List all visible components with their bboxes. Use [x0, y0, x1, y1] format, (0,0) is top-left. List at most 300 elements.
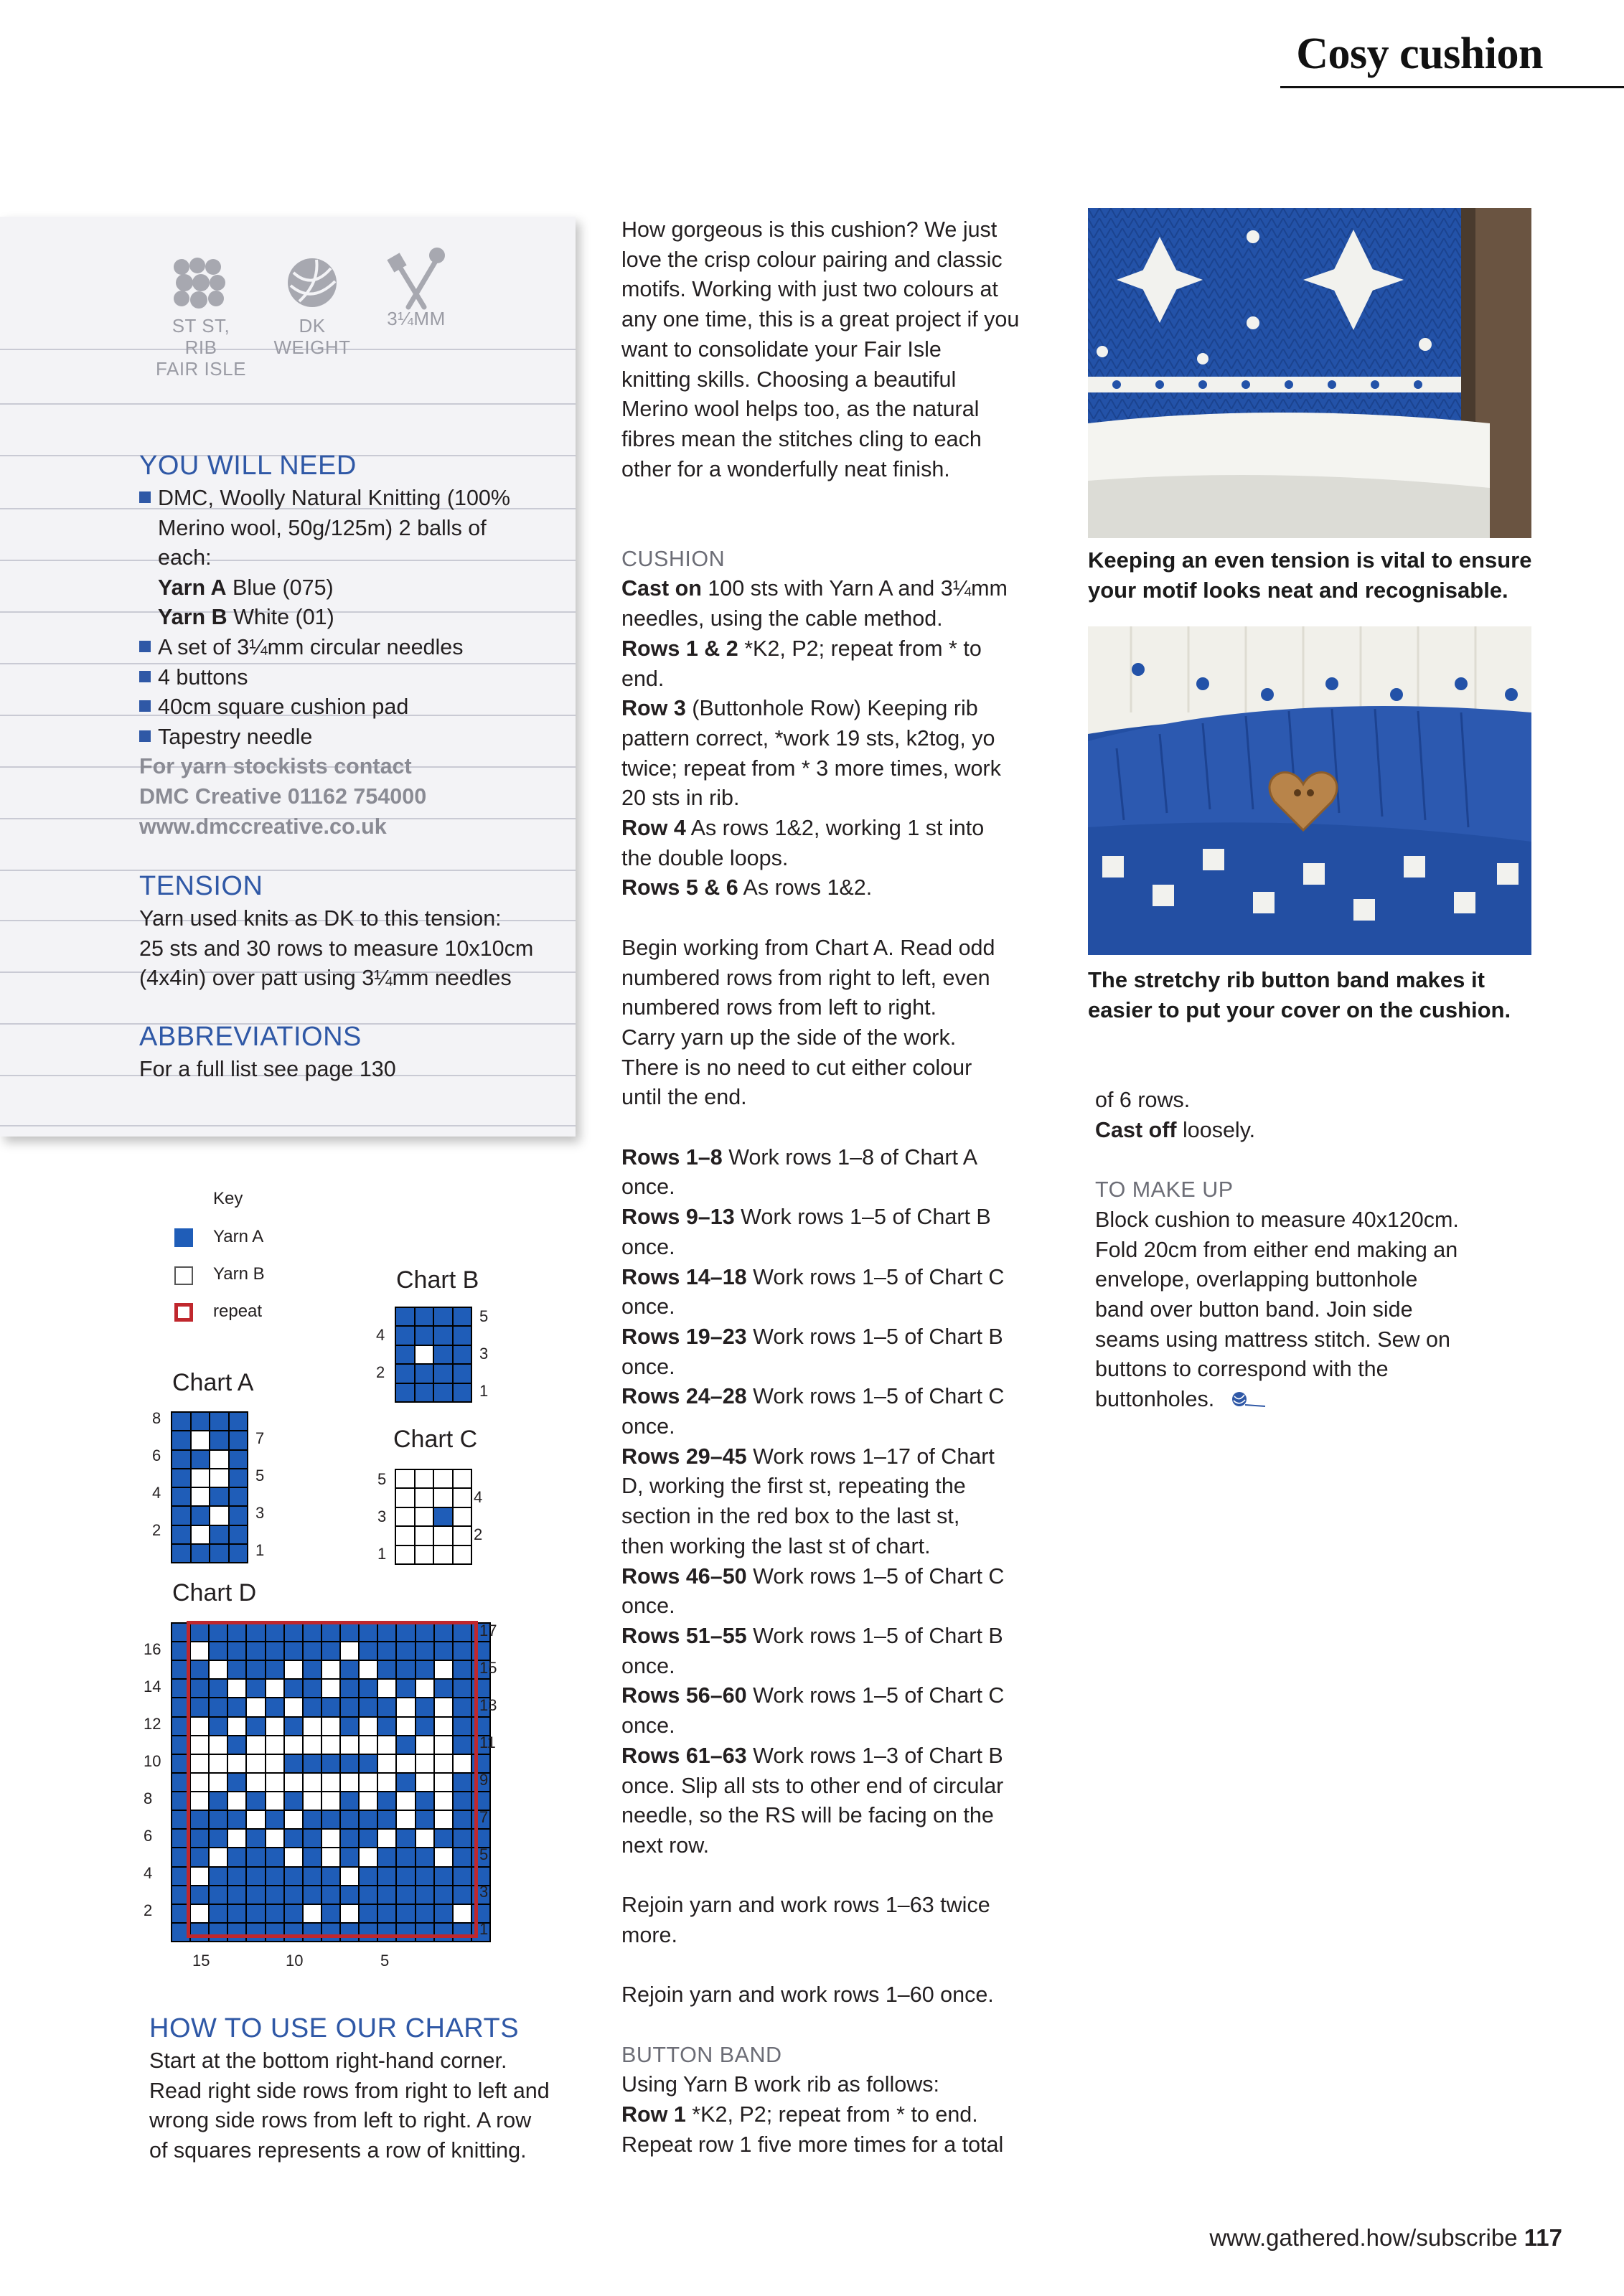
stockists-line-2: DMC Creative 01162 754000 [139, 784, 427, 809]
how-to-text [149, 2046, 550, 2165]
chart-c-cell [434, 1508, 452, 1525]
rejoin-line: more. [621, 1923, 677, 1947]
cushion-line [621, 873, 1052, 903]
rows-line [621, 1472, 1052, 1502]
key-yarn-b-swatch [174, 1266, 193, 1285]
how-to-line: Read right side rows from right to left and [149, 2078, 550, 2103]
chart-a-row-num: 5 [255, 1467, 265, 1485]
bullet-icon [139, 730, 151, 742]
chart-c-cell [416, 1470, 433, 1487]
button-band-line: Repeat row 1 five more times for a total [621, 2132, 1004, 2157]
rows-line [621, 1622, 1052, 1652]
stockists-line-1: For yarn stockists contact [139, 754, 412, 779]
yarn-b-label: Yarn B [158, 605, 227, 630]
item-cushion-pad: 40cm square cushion pad [158, 695, 409, 720]
row-text: once. [621, 1354, 675, 1379]
rows-line [621, 1352, 1052, 1383]
yarn-end-icon [1231, 1391, 1267, 1409]
col3-line: of 6 rows. [1095, 1088, 1191, 1112]
chart-a-cell [210, 1526, 228, 1543]
chart-a-cell [192, 1526, 210, 1543]
cushion-line [621, 574, 1052, 604]
chart-b-cell [416, 1365, 433, 1382]
chart-a-cell [172, 1469, 190, 1487]
chart-a-row-num: 2 [152, 1521, 161, 1539]
rows-line [621, 1591, 1052, 1622]
item-yarn-2: Merino wool, 50g/125m) 2 balls of [158, 515, 487, 540]
chart-a-cell [210, 1451, 228, 1468]
chart-b-cell [396, 1384, 414, 1401]
chart-a-grid [171, 1411, 248, 1563]
chart-a-cell [172, 1413, 190, 1430]
chart-d-row-num: 8 [144, 1789, 153, 1807]
bullet-icon [139, 641, 151, 652]
you-will-need-heading: YOU WILL NEED [139, 451, 357, 481]
make-up-line: band over button band. Join side [1095, 1297, 1413, 1322]
rows-line [621, 1562, 1052, 1592]
chart-d-row-num: 2 [144, 1901, 153, 1919]
rejoin-line: Rejoin yarn and work rows 1–63 twice [621, 1893, 990, 1918]
make-up-line: Block cushion to measure 40x120cm. [1095, 1207, 1459, 1232]
chart-c-cell [396, 1546, 414, 1563]
row-label: Rows 56–60 [621, 1683, 747, 1708]
chart-a-cell [230, 1469, 248, 1487]
stitch-label-2: FAIR ISLE [156, 358, 246, 380]
row-text: Work rows 1–5 of Chart C [746, 1384, 1005, 1409]
how-to-heading: HOW TO USE OUR CHARTS [149, 2013, 520, 2043]
rows-line [621, 1652, 1052, 1682]
chart-c-cell [416, 1508, 433, 1525]
key-yarn-a-swatch [174, 1228, 193, 1247]
row-label: Rows 1–8 [621, 1144, 723, 1170]
chart-c-row-num: 4 [474, 1488, 483, 1506]
row-label: Cast on [621, 576, 702, 601]
chart-b-cell [396, 1365, 414, 1382]
footer [1209, 2224, 1562, 2252]
footer-url[interactable]: www.gathered.how/subscribe [1209, 2224, 1518, 2251]
rows-line [621, 1741, 1052, 1772]
chart-d-row-num: 1 [479, 1920, 489, 1938]
rows-line [621, 1711, 1052, 1741]
chart-a-cell [172, 1431, 190, 1449]
para2-line: until the end. [621, 1085, 747, 1110]
row-label: Rows 61–63 [621, 1743, 747, 1768]
chart-d-row-num: 9 [479, 1771, 489, 1789]
chart-a-cell [192, 1431, 210, 1449]
row-label: Rows 24–28 [621, 1384, 747, 1409]
chart-a-row-num: 1 [255, 1541, 265, 1559]
cushion-heading: CUSHION [621, 546, 726, 571]
chart-d-col-num: 5 [380, 1952, 390, 1970]
item-needles: A set of 3¼mm circular needles [158, 634, 464, 659]
chart-d-title: Chart D [172, 1579, 257, 1606]
item-buttons: 4 buttons [158, 664, 248, 690]
row-label: Rows 46–50 [621, 1563, 747, 1589]
chart-c-cell [434, 1470, 452, 1487]
para2-line: There is no need to cut either colour [621, 1055, 972, 1080]
chart-a-row-num: 4 [152, 1484, 161, 1502]
how-to-line: wrong side rows from left to right. A row [149, 2108, 532, 2133]
castoff-line [1095, 1116, 1526, 1146]
castoff-text: loosely. [1176, 1117, 1256, 1142]
rows-line [621, 1203, 1052, 1233]
chart-d-row-num: 12 [144, 1715, 161, 1733]
chart-c-cell [434, 1489, 452, 1506]
key-yarn-a-label: Yarn A [213, 1227, 264, 1246]
chart-c-title: Chart C [393, 1426, 478, 1453]
row-text: once. [621, 1414, 675, 1439]
cushion-line [621, 694, 1052, 724]
rows-line [621, 1382, 1052, 1412]
row-text: once. Slip all sts to other end of circular [621, 1773, 1004, 1798]
chart-d-row-num: 16 [144, 1640, 161, 1658]
row-text: once. [621, 1234, 675, 1259]
needles-group [377, 245, 456, 329]
chart-b-cell [416, 1308, 433, 1325]
chart-c-cell [454, 1489, 471, 1506]
chart-b-cell [454, 1346, 471, 1363]
chart-a-cell [210, 1413, 228, 1430]
rows-instructions [621, 1143, 1052, 1861]
yarn-label-2: WEIGHT [273, 337, 351, 358]
chart-b-row-num: 5 [479, 1307, 489, 1325]
chart-b-cell [454, 1327, 471, 1344]
chart-c-cell [454, 1546, 471, 1563]
chart-a-row-num: 8 [152, 1409, 161, 1427]
intro-line: love the crisp colour pairing and classic [621, 247, 1003, 272]
chart-c-cell [434, 1546, 452, 1563]
chart-c-cell [416, 1489, 433, 1506]
chart-c-cell [454, 1470, 471, 1487]
chart-b-cell [434, 1365, 452, 1382]
row-text: Work rows 1–5 of Chart C [746, 1264, 1005, 1289]
abbreviations-heading: ABBREVIATIONS [139, 1022, 362, 1052]
bullet-icon [139, 700, 151, 712]
row-text: once. [621, 1653, 675, 1678]
chart-a-cell [230, 1507, 248, 1524]
para2-line: numbered rows from left to right. [621, 995, 937, 1020]
row-label: Rows 1 & 2 [621, 636, 738, 661]
chart-a-title: Chart A [172, 1369, 254, 1396]
key-repeat-label: repeat [213, 1302, 263, 1321]
chart-a-cell [210, 1507, 228, 1524]
rows-line [621, 1143, 1052, 1173]
button-band-heading: BUTTON BAND [621, 2042, 782, 2067]
make-up-line: buttonholes. [1095, 1387, 1215, 1412]
chart-d-row-num: 15 [479, 1659, 497, 1677]
chart-d-row-num: 4 [144, 1864, 153, 1882]
row-text: 20 sts in rib. [621, 786, 740, 811]
caption-line: Keeping an even tension is vital to ensure [1088, 547, 1532, 573]
row-label: Row 3 [621, 696, 686, 721]
tension-text [139, 904, 533, 994]
chart-a-cell [230, 1413, 248, 1430]
chart-d-row-num: 6 [144, 1827, 153, 1845]
row-text: Work rows 1–8 of Chart A [722, 1144, 978, 1170]
chart-a-cell [230, 1545, 248, 1562]
row-label: Rows 9–13 [621, 1205, 735, 1230]
cushion-line [621, 844, 1052, 874]
cushion-photo-1 [1088, 208, 1531, 538]
item-yarn-3: each: [158, 545, 212, 570]
rows-line [621, 1681, 1052, 1711]
key-repeat-swatch [174, 1303, 193, 1322]
row-label: Rows 51–55 [621, 1623, 747, 1648]
intro-line: Merino wool helps too, as the natural [621, 397, 980, 422]
you-will-need-list [139, 484, 510, 842]
row-text: Work rows 1–5 of Chart C [746, 1563, 1005, 1589]
row-text: 100 sts with Yarn A and 3¼mm [701, 576, 1008, 601]
yarn-a-value: Blue (075) [226, 575, 334, 600]
intro-line: knitting skills. Choosing a beautiful [621, 367, 957, 392]
chart-a-cell [172, 1488, 190, 1505]
row-text: *K2, P2; repeat from * to end. [685, 2102, 978, 2127]
row-text: *K2, P2; repeat from * to [738, 636, 982, 661]
row-text: twice; repeat from * 3 more times, work [621, 756, 1001, 781]
chart-a-cell [210, 1469, 228, 1487]
castoff-label: Cast off [1095, 1117, 1177, 1142]
chart-c-cell [416, 1546, 433, 1563]
row-text: As rows 1&2, working 1 st into [685, 816, 985, 841]
chart-a-cell [172, 1507, 190, 1524]
chart-a-cell [192, 1451, 210, 1468]
tension-heading: TENSION [139, 871, 263, 901]
bullet-icon [139, 491, 151, 503]
rows-line [621, 1292, 1052, 1322]
chart-b-cell [416, 1327, 433, 1344]
stitch-group [154, 254, 248, 380]
button-band-line: Using Yarn B work rib as follows: [621, 2072, 939, 2097]
chart-a-cell [192, 1469, 210, 1487]
row-text: Work rows 1–5 of Chart B [746, 1324, 1003, 1349]
intro-line: motifs. Working with just two colours at [621, 277, 998, 302]
chart-b-row-num: 2 [376, 1363, 385, 1381]
chart-a-cell [210, 1488, 228, 1505]
stockists-url[interactable]: www.dmccreative.co.uk [139, 814, 387, 839]
chart-d-row-num: 7 [479, 1808, 489, 1826]
fair-isle-photo-art [1088, 208, 1531, 538]
row-label: Rows 19–23 [621, 1324, 747, 1349]
chart-c-cell [396, 1470, 414, 1487]
tension-line-2: 25 sts and 30 rows to measure 10x10cm [139, 936, 534, 961]
chart-b-row-num: 4 [376, 1326, 385, 1344]
row-text: Work rows 1–5 of Chart B [746, 1623, 1003, 1648]
chart-b-cell [454, 1365, 471, 1382]
rows-line [621, 1532, 1052, 1562]
rows-line [621, 1442, 1052, 1472]
chart-b-cell [396, 1327, 414, 1344]
cushion-line [621, 784, 1052, 814]
row-text: Work rows 1–5 of Chart B [734, 1205, 991, 1230]
chart-b-row-num: 1 [479, 1382, 489, 1400]
yarn-label-1: DK [299, 315, 326, 337]
chart-a-row-num: 6 [152, 1446, 161, 1464]
caption-line: easier to put your cover on the cushion. [1088, 997, 1511, 1022]
chart-a-cell [192, 1507, 210, 1524]
chart-c-cell [416, 1527, 433, 1544]
rejoin-line: Rejoin yarn and work rows 1–60 once. [621, 1982, 994, 2008]
row-text: As rows 1&2. [738, 875, 873, 900]
make-up-line: Fold 20cm from either end making an [1095, 1237, 1458, 1262]
chart-c-cell [434, 1527, 452, 1544]
chart-b-title: Chart B [396, 1266, 479, 1294]
row-text: once. [621, 1713, 675, 1739]
needles-icon [384, 245, 449, 311]
chart-c-cell [454, 1508, 471, 1525]
row-text: Work rows 1–3 of Chart B [746, 1743, 1003, 1768]
item-yarn: DMC, Woolly Natural Knitting (100% [158, 486, 511, 510]
para2-line: Begin working from Chart A. Read odd [621, 935, 995, 960]
make-up-heading: TO MAKE UP [1095, 1177, 1234, 1203]
chart-b-row-num: 3 [479, 1345, 489, 1363]
chart-c-row-num: 1 [377, 1545, 387, 1563]
chart-a-cell [230, 1488, 248, 1505]
yarn-group [269, 254, 355, 358]
chart-a-cell [172, 1526, 190, 1543]
bullet-icon [139, 671, 151, 682]
chart-d-col-num: 15 [192, 1952, 210, 1970]
cushion-line [621, 814, 1052, 844]
chart-a-cell [210, 1545, 228, 1562]
row-text: needles, using the cable method. [621, 606, 943, 631]
chart-b-cell [454, 1308, 471, 1325]
stitch-label-1: ST ST, RIB [172, 315, 230, 358]
row-text: end. [621, 666, 665, 691]
how-to-line: Start at the bottom right-hand corner. [149, 2048, 507, 2073]
key-title: Key [213, 1189, 243, 1208]
chart-d-row-num: 17 [479, 1622, 497, 1639]
chart-d-row-num: 5 [479, 1845, 489, 1863]
cushion-line [621, 754, 1052, 784]
chart-c-grid [395, 1469, 472, 1565]
button-band-photo-art [1088, 626, 1531, 955]
chart-c-row-num: 3 [377, 1507, 387, 1525]
chart-b-cell [416, 1384, 433, 1401]
yarn-b-value: White (01) [227, 605, 334, 630]
make-up-last [1095, 1385, 1526, 1415]
chart-c-cell [396, 1508, 414, 1525]
chart-c-row-num: 5 [377, 1470, 387, 1488]
photo-2-caption [1088, 965, 1511, 1025]
row-text: needle, so the RS will be facing on the [621, 1803, 994, 1828]
row-text: then working the last st of chart. [621, 1533, 931, 1558]
rows-line [621, 1801, 1052, 1831]
rows-line [621, 1233, 1052, 1263]
chart-a-cell [172, 1545, 190, 1562]
yarn-ball-icon [283, 254, 341, 311]
row-text: D, working the first st, repeating the [621, 1474, 966, 1499]
chart-a-row-num: 7 [255, 1429, 265, 1447]
row-text: (Buttonhole Row) Keeping rib [685, 696, 978, 721]
row-text: once. [621, 1594, 675, 1619]
chart-a-cell [192, 1488, 210, 1505]
chart-d-col-num: 10 [286, 1952, 304, 1970]
header-rule [1280, 86, 1624, 88]
abbreviations-text: For a full list see page 130 [139, 1057, 396, 1081]
chart-a-cell [230, 1526, 248, 1543]
rows-line [621, 1502, 1052, 1532]
chart-c-row-num: 2 [474, 1525, 483, 1543]
intro-text [621, 215, 1052, 2160]
chart-a-cell [192, 1413, 210, 1430]
button-band-row1 [621, 2100, 1052, 2130]
chart-c-cell [396, 1527, 414, 1544]
chart-b-cell [434, 1384, 452, 1401]
row-label: Rows 14–18 [621, 1264, 747, 1289]
yarn-a-label: Yarn A [158, 575, 227, 600]
caption-line: The stretchy rib button band makes it [1088, 967, 1485, 992]
cushion-line [621, 664, 1052, 695]
para2-line: numbered rows from right to left, even [621, 965, 990, 990]
row-text: pattern correct, *work 19 sts, k2tog, yo [621, 725, 995, 751]
make-up-line: seams using mattress stitch. Sew on [1095, 1327, 1450, 1352]
para2-line: Carry yarn up the side of the work. [621, 1025, 957, 1050]
chart-b-cell [396, 1346, 414, 1363]
col3-text [1095, 1086, 1526, 1415]
chart-a-cell [192, 1545, 210, 1562]
chart-b-cell [434, 1308, 452, 1325]
chart-a-cell [172, 1451, 190, 1468]
item-tapestry-needle: Tapestry needle [158, 724, 313, 749]
chart-d-repeat-box [187, 1621, 478, 1938]
cushion-instructions [621, 574, 1052, 903]
yarn-b-line [158, 603, 510, 633]
needles-label: 3¼MM [387, 308, 446, 329]
row-text: the double loops. [621, 845, 789, 870]
chart-c-cell [454, 1527, 471, 1544]
rows-line [621, 1831, 1052, 1861]
chart-b-cell [434, 1327, 452, 1344]
chart-b-cell [454, 1384, 471, 1401]
row-label: Row 1 [621, 2102, 686, 2127]
row-label: Row 4 [621, 816, 686, 841]
row-label: Rows 5 & 6 [621, 875, 738, 900]
how-to-line: of squares represents a row of knitting. [149, 2137, 527, 2163]
chart-d-row-num: 3 [479, 1883, 489, 1901]
intro-line: fibres mean the stitches cling to each [621, 426, 982, 451]
yarn-a-line [158, 573, 510, 603]
chart-a-cell [210, 1431, 228, 1449]
chart-c-cell [396, 1489, 414, 1506]
cushion-line [621, 724, 1052, 754]
row-text: Work rows 1–17 of Chart [746, 1444, 995, 1469]
row-label: Rows 29–45 [621, 1444, 747, 1469]
info-panel [0, 217, 576, 1137]
chart-b-cell [396, 1308, 414, 1325]
row-text: once. [621, 1175, 675, 1200]
cushion-line [621, 634, 1052, 664]
caption-line: your motif looks neat and recognisable. [1088, 578, 1508, 603]
row-text: once. [621, 1294, 675, 1319]
row-text: Work rows 1–5 of Chart C [746, 1683, 1005, 1708]
chart-b-cell [434, 1346, 452, 1363]
intro-line: want to consolidate your Fair Isle [621, 337, 942, 362]
intro-line: other for a wonderfully neat finish. [621, 456, 950, 481]
page-title: Cosy cushion [1296, 29, 1543, 78]
tension-line-3: (4x4in) over patt using 3¼mm needles [139, 966, 512, 991]
row-text: next row. [621, 1832, 710, 1858]
make-up-line: buttons to correspond with the [1095, 1357, 1389, 1382]
chart-a-cell [230, 1431, 248, 1449]
cushion-photo-2 [1088, 626, 1531, 955]
rows-line [621, 1263, 1052, 1293]
intro-line: How gorgeous is this cushion? We just [621, 217, 998, 242]
chart-a-cell [230, 1451, 248, 1468]
make-up-line: envelope, overlapping buttonhole [1095, 1267, 1418, 1292]
chart-d-row-num: 10 [144, 1752, 161, 1770]
tension-line-1: Yarn used knits as DK to this tension: [139, 906, 502, 931]
photo-1-caption [1088, 545, 1531, 606]
